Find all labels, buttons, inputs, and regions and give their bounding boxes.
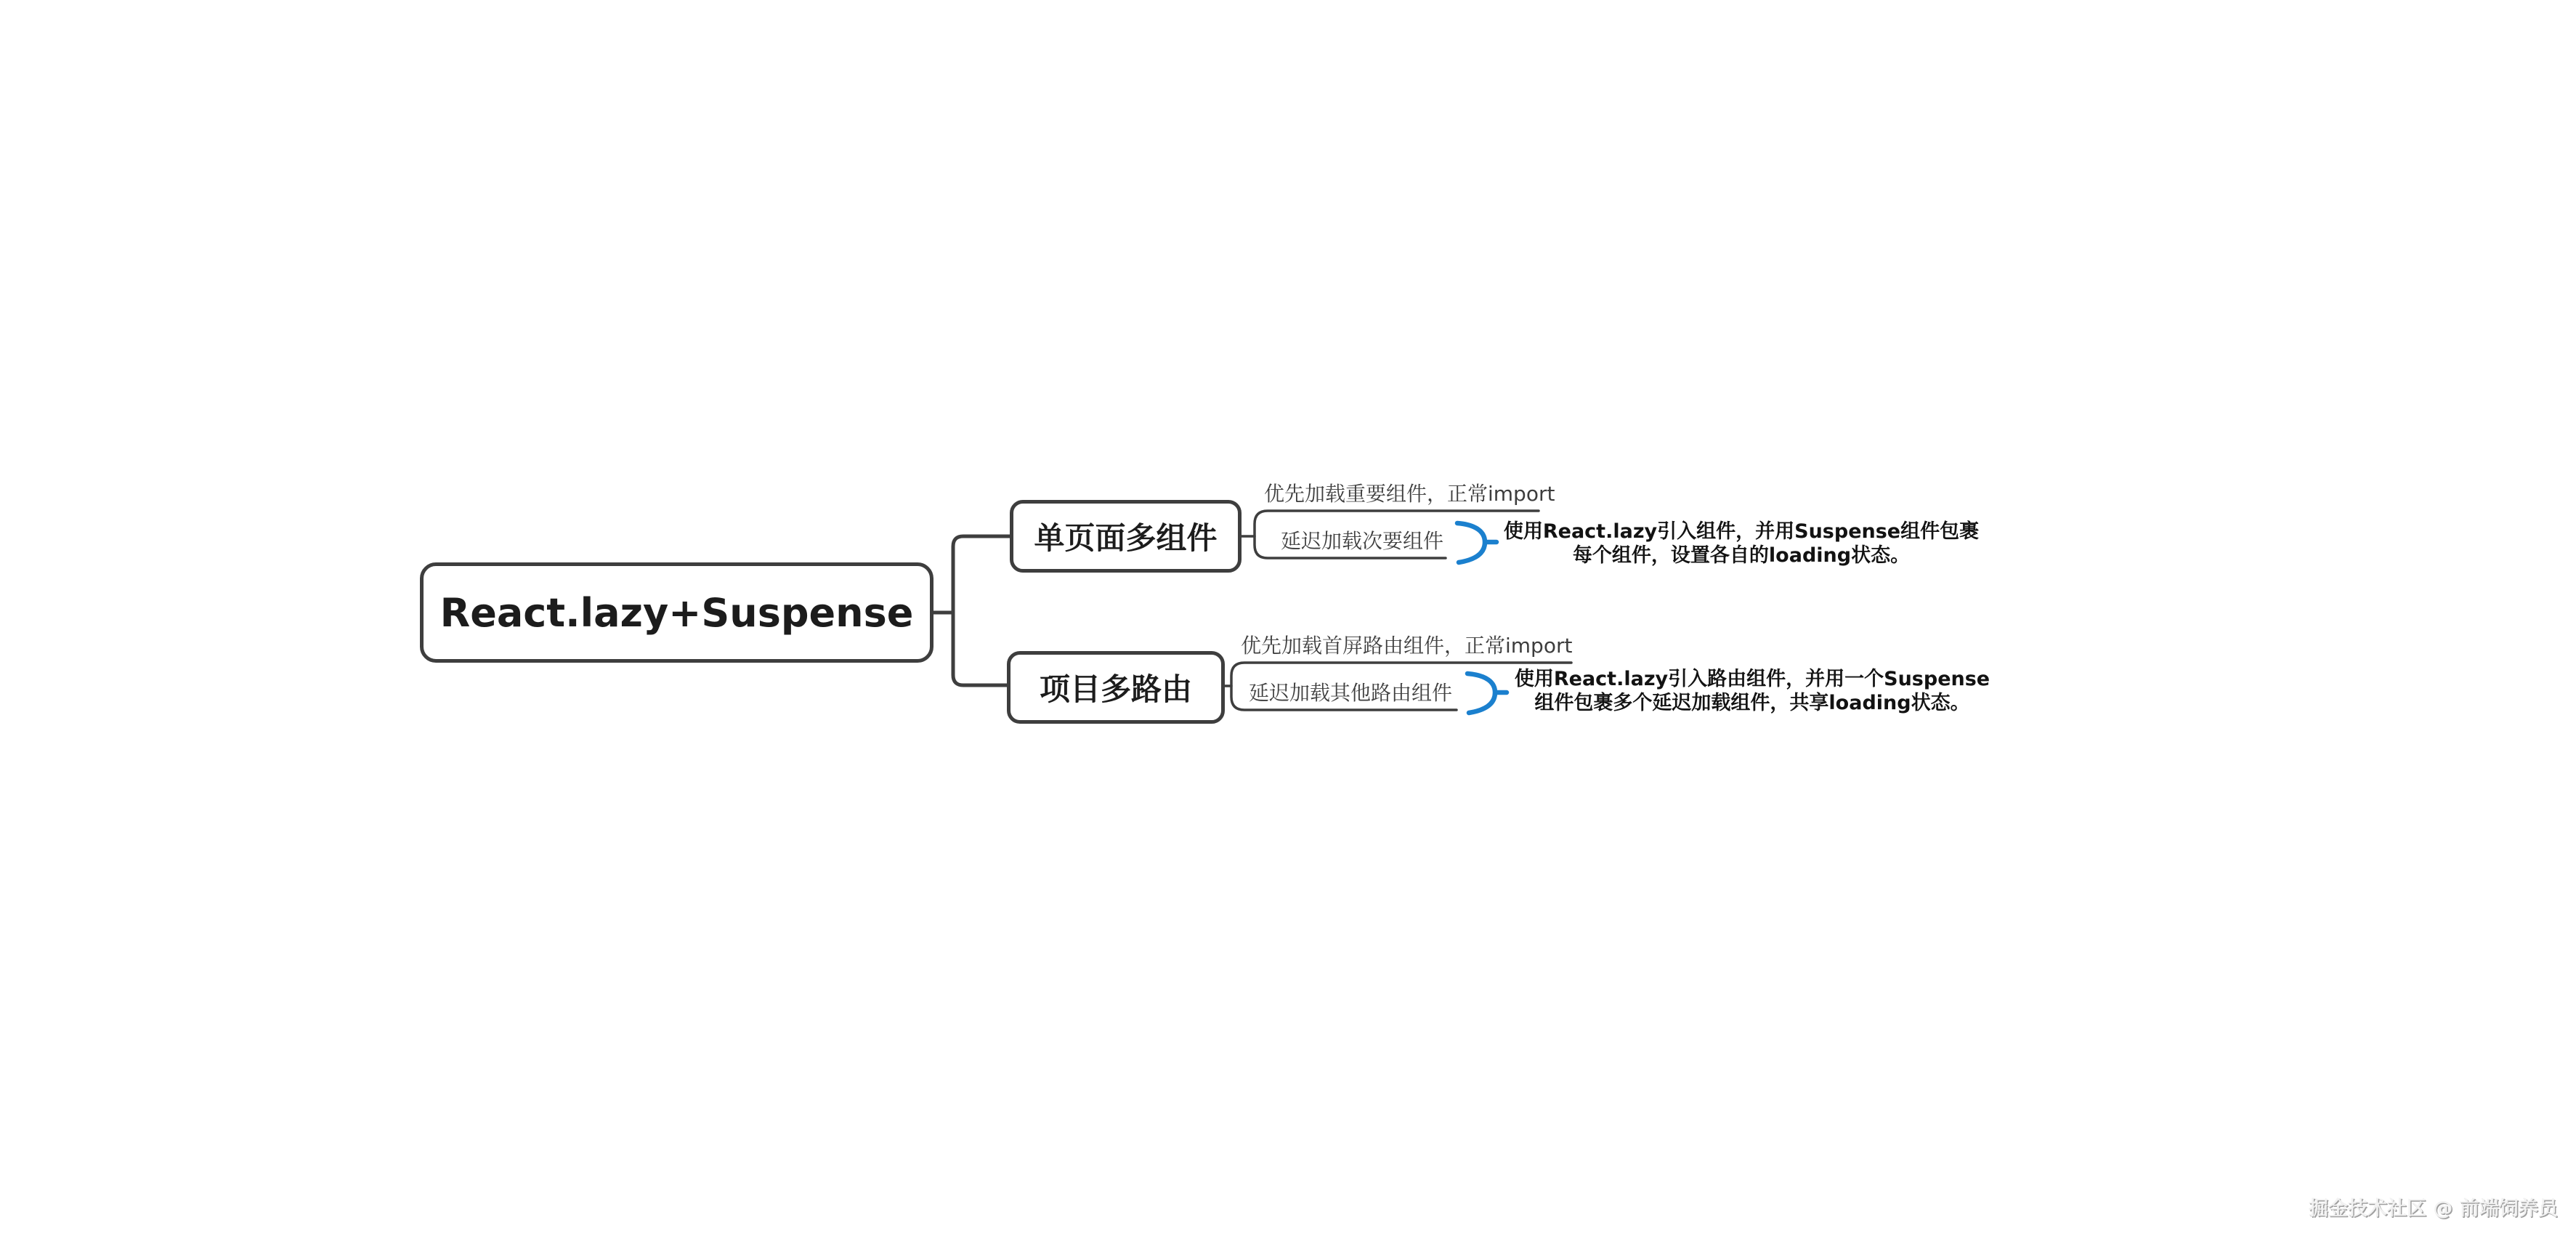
root-node-label: React.lazy+Suspense bbox=[440, 589, 914, 636]
summary-text bbox=[1500, 520, 1982, 568]
child-node-label: 延迟加载其他路由组件 bbox=[1248, 681, 1452, 705]
summary-line: 使用React.lazy引入路由组件，并用一个Suspense bbox=[1514, 668, 1990, 690]
child-node-label: 延迟加载次要组件 bbox=[1280, 529, 1443, 553]
trunk-to-branch1-connector bbox=[953, 536, 1011, 613]
watermark: 掘金技术社区 @ 前端饲养员 bbox=[2309, 1197, 2558, 1220]
branch-node-label: 项目多路由 bbox=[1039, 671, 1192, 707]
summary-line: 组件包裹多个延迟加载组件，共享loading状态。 bbox=[1534, 692, 1970, 714]
summary-brace-icon bbox=[1467, 674, 1507, 713]
branch-node-multi-route bbox=[1007, 651, 1225, 724]
child-node-label: 优先加载重要组件，正常import bbox=[1264, 482, 1555, 506]
branch-node-single-page bbox=[1010, 500, 1242, 573]
summary-brace-icon bbox=[1457, 523, 1496, 562]
summary-line: 每个组件，设置各自的loading状态。 bbox=[1572, 544, 1911, 567]
summary-line: 使用React.lazy引入组件，并用Suspense组件包裹 bbox=[1503, 520, 1980, 543]
summary-text bbox=[1511, 667, 1993, 715]
branch-node-label: 单页面多组件 bbox=[1034, 520, 1218, 556]
child-node-label: 优先加载首屏路由组件，正常import bbox=[1241, 634, 1573, 658]
root-node bbox=[420, 562, 933, 663]
trunk-to-branch2-connector bbox=[953, 613, 1008, 685]
